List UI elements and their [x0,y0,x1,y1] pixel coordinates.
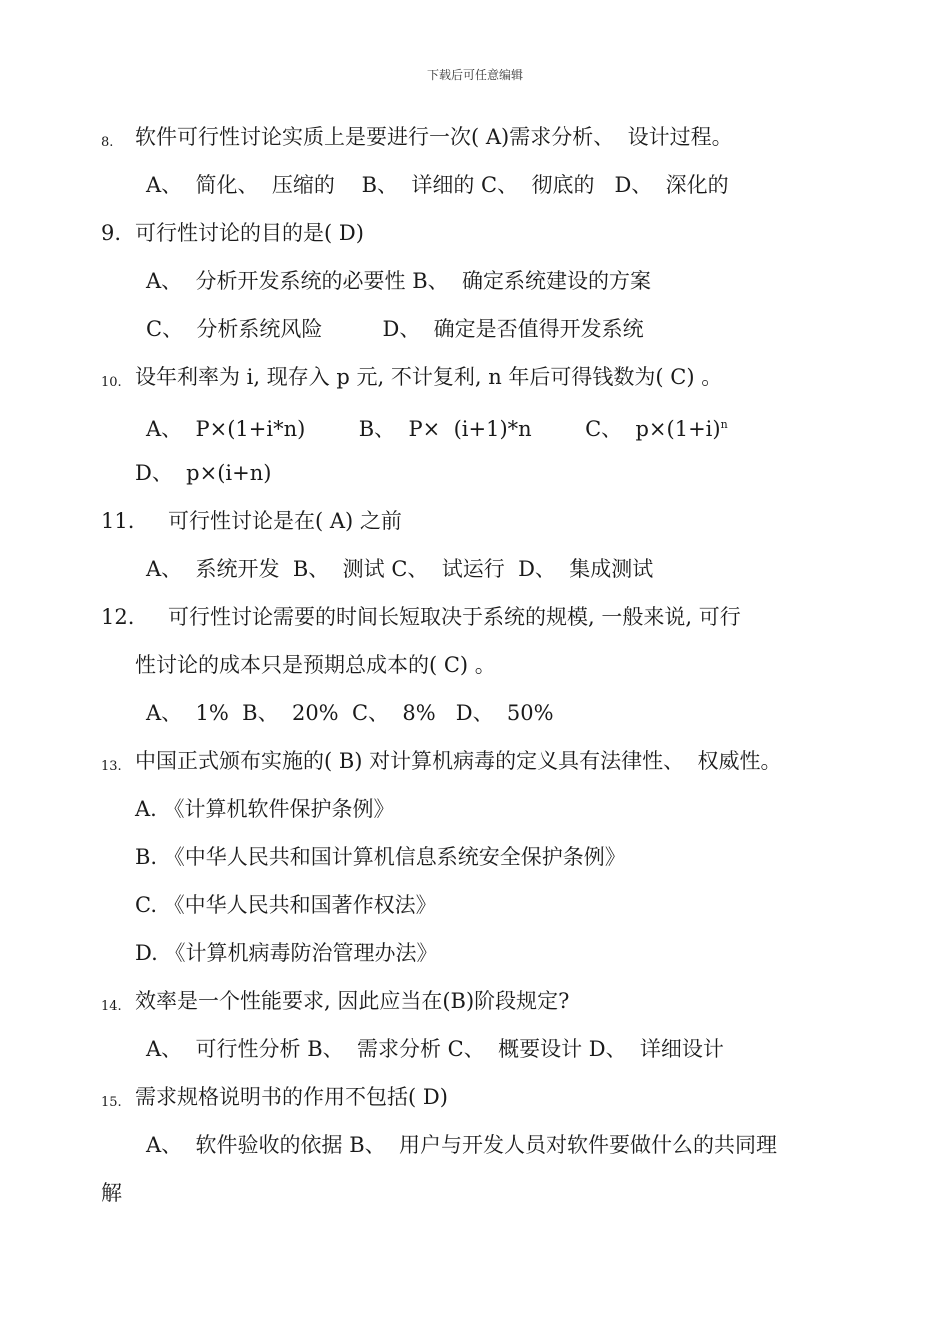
question-14-number: 14. [101,999,122,1014]
question-13-number: 13. [101,759,122,774]
question-12-number: 12. [101,605,135,629]
question-15-options: A、 软件验收的依据 B、 用户与开发人员对软件要做什么的共同理 [146,1133,777,1157]
exponent-n: n [720,418,728,431]
question-12-options: A、 1% B、 20% C、 8% D、 50% [146,701,554,725]
question-11-text: 可行性讨论是在( A) 之前 [168,509,402,533]
question-13-option-a: A. 《计算机软件保护条例》 [135,797,395,821]
question-12-text: 可行性讨论需要的时间长短取决于系统的规模, 一般来说, 可行 [168,605,741,629]
question-13-option-b: B. 《中华人民共和国计算机信息系统安全保护条例》 [135,845,626,869]
question-9-options-ab: A、 分析开发系统的必要性 B、 确定系统建设的方案 [146,269,651,293]
question-10-options-abc [146,410,728,444]
page-header: 下载后可任意编辑 [426,68,523,82]
question-11-number: 11. [101,509,135,533]
question-13-text: 中国正式颁布实施的( B) 对计算机病毒的定义具有法律性、 权威性。 [135,749,782,773]
question-9-text: 可行性讨论的目的是( D) [135,221,364,245]
question-10-options-abc-text: A、 P×(1+i*n) B、 P× (i+1)*n C、 p×(1+i) [146,417,721,441]
question-8-options: A、 简化、 压缩的 B、 详细的 C、 彻底的 D、 深化的 [146,173,729,197]
question-15-number: 15. [101,1095,122,1110]
question-10-text: 设年利率为 i, 现存入 p 元, 不计复利, n 年后可得钱数为( C) 。 [135,365,723,389]
question-12-text-cont: 性讨论的成本只是预期总成本的( C) 。 [135,653,496,677]
question-8-number: 8. [101,135,114,150]
question-13-option-d: D. 《计算机病毒防治管理办法》 [135,941,438,965]
question-14-options: A、 可行性分析 B、 需求分析 C、 概要设计 D、 详细设计 [146,1037,724,1061]
question-13-option-c: C. 《中华人民共和国著作权法》 [135,893,437,917]
question-11-options: A、 系统开发 B、 测试 C、 试运行 D、 集成测试 [146,557,654,581]
question-9-options-cd: C、 分析系统风险 D、 确定是否值得开发系统 [146,317,644,341]
question-10-number: 10. [101,375,122,390]
question-10-option-d: D、 p×(i+n) [135,461,272,485]
question-15-options-cont: 解 [101,1181,122,1205]
question-14-text: 效率是一个性能要求, 因此应当在(B)阶段规定? [135,989,570,1013]
question-9-number: 9. [101,221,122,245]
question-8-text: 软件可行性讨论实质上是要进行一次( A)需求分析、 设计过程。 [135,125,733,149]
question-15-text: 需求规格说明书的作用不包括( D) [135,1085,448,1109]
